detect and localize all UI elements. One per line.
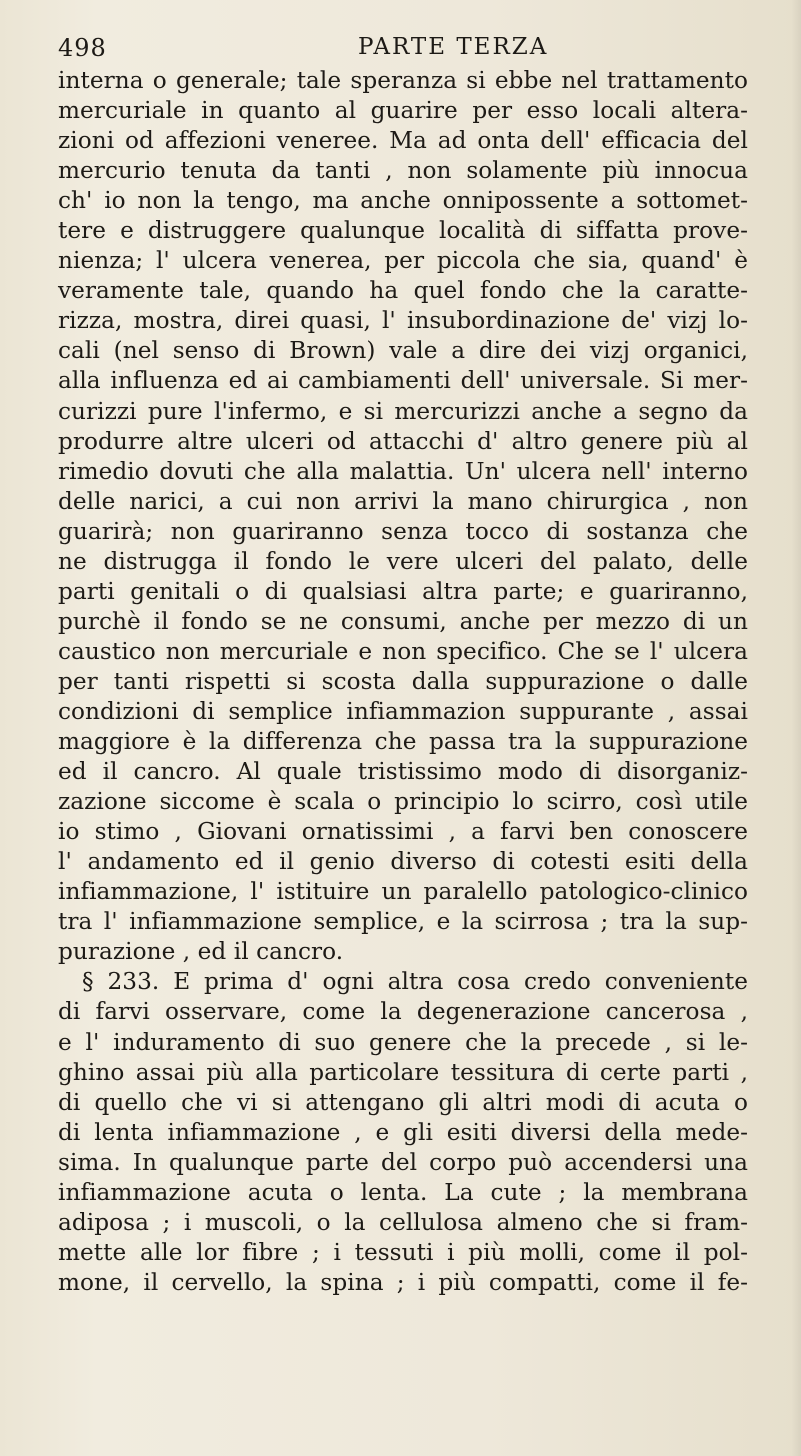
page-header [58, 28, 748, 68]
text-line: rimedio dovuti che alla malattia. Un' ulcera nell' interno [58, 457, 748, 485]
text-line: tere e distruggere qualunque località di siffatta prove- [58, 217, 748, 245]
text-line: mone, il cervello, la spina ; i più compatti, come il fe- [58, 1268, 748, 1296]
text-line: rizza, mostra, direi quasi, l' insubordinazione de' vizj lo- [58, 307, 748, 335]
text-line: infiammazione acuta o lenta. La cute ; la membrana [58, 1178, 748, 1206]
page-number: 498 [58, 34, 107, 62]
text-line: interna o generale; tale speranza si ebbe nel trattamento [58, 67, 748, 94]
text-line: ch' io non la tengo, ma anche onnipossente a sottomet- [58, 187, 748, 215]
text-line: maggiore è la differenza che passa tra la suppurazione [58, 728, 748, 756]
section-heading-line: § 233. E prima d' ogni altra cosa credo conveniente [82, 968, 748, 996]
text-line: parti genitali o di qualsiasi altra parte; e guariranno, [58, 577, 748, 605]
text-line: e l' induramento di suo genere che la precede , si le- [58, 1028, 748, 1056]
text-line: di quello che vi si attengano gli altri modi di acuta o [58, 1088, 748, 1116]
text-line: sima. In qualunque parte del corpo può accendersi una [58, 1148, 748, 1176]
text-line: condizioni di semplice infiammazion suppurante , assai [58, 697, 748, 725]
text-line: mette alle lor fibre ; i tessuti i più molli, come il pol- [58, 1238, 748, 1266]
text-line: di farvi osservare, come la degenerazione cancerosa , [58, 998, 748, 1026]
text-line-paragraph-end: purazione , ed il cancro. [58, 938, 344, 966]
text-line: caustico non mercuriale e non specifico. Che se l' ulcera [58, 637, 748, 665]
text-line: tra l' infiammazione semplice, e la scirrosa ; tra la sup- [58, 908, 748, 936]
running-head: PARTE TERZA [358, 34, 549, 60]
page-edge-shadow [791, 0, 801, 1456]
text-line: per tanti rispetti si scosta dalla suppurazione o dalle [58, 667, 748, 695]
text-line: cali (nel senso di Brown) vale a dire dei vizj organici, [58, 337, 748, 365]
text-line: mercurio tenuta da tanti , non solamente più innocua [58, 157, 748, 185]
text-line: di lenta infiammazione , e gli esiti diversi della mede- [58, 1118, 748, 1146]
text-line: curizzi pure l'infermo, e si mercurizzi anche a segno da [58, 397, 748, 425]
text-line: zazione siccome è scala o principio lo scirro, così utile [58, 788, 748, 816]
text-line: guarirà; non guariranno senza tocco di sostanza che [58, 517, 748, 545]
text-line: mercuriale in quanto al guarire per esso locali altera- [58, 97, 748, 125]
text-line: alla influenza ed ai cambiamenti dell' universale. Si mer- [58, 367, 748, 395]
text-line: produrre altre ulceri od attacchi d' altro genere più al [58, 427, 748, 455]
text-line: nienza; l' ulcera venerea, per piccola che sia, quand' è [58, 247, 748, 275]
text-line: ne distrugga il fondo le vere ulceri del palato, delle [58, 547, 748, 575]
text-line: ghino assai più alla particolare tessitura di certe parti , [58, 1058, 748, 1086]
text-line: ed il cancro. Al quale tristissimo modo di disorganiz- [58, 758, 748, 786]
text-line: veramente tale, quando ha quel fondo che la caratte- [58, 277, 748, 305]
body-text [58, 66, 748, 1298]
text-line: purchè il fondo se ne consumi, anche per mezzo di un [58, 607, 748, 635]
text-line: infiammazione, l' istituire un paralello patologico-clinico [58, 878, 748, 906]
text-line: zioni od affezioni veneree. Ma ad onta dell' efficacia del [58, 127, 748, 155]
text-line: delle narici, a cui non arrivi la mano chirurgica , non [58, 487, 748, 515]
text-line: adiposa ; i muscoli, o la cellulosa almeno che si fram- [58, 1208, 748, 1236]
text-line: l' andamento ed il genio diverso di cotesti esiti della [58, 848, 748, 876]
text-line: io stimo , Giovani ornatissimi , a farvi ben conoscere [58, 818, 748, 846]
